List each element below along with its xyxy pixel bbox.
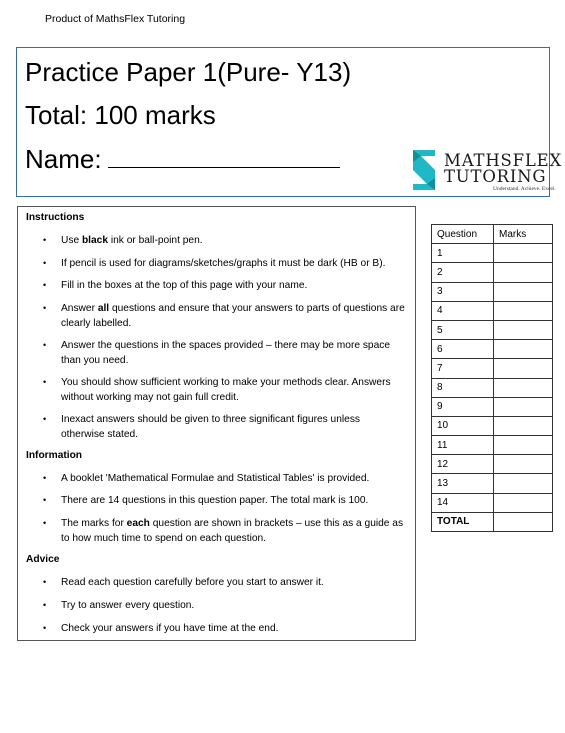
- marks-cell[interactable]: [494, 340, 553, 359]
- item-text: Read each question carefully before you start to answer it.: [61, 577, 324, 588]
- marks-cell[interactable]: [494, 244, 553, 263]
- table-row: [432, 493, 553, 512]
- question-number-cell: 4: [432, 301, 494, 320]
- bullet-icon: •: [43, 495, 47, 505]
- table-row: [432, 340, 553, 359]
- instruction-item: [43, 233, 406, 248]
- advice-heading: Advice: [26, 554, 60, 565]
- bullet-icon: •: [43, 473, 47, 483]
- question-number-cell: 2: [432, 263, 494, 282]
- information-item: [43, 516, 406, 546]
- bullet-icon: •: [43, 577, 47, 587]
- table-row: [432, 436, 553, 455]
- item-text: Answer: [61, 303, 98, 314]
- bullet-icon: •: [43, 518, 47, 528]
- question-number-cell: 9: [432, 397, 494, 416]
- question-number-cell: 11: [432, 436, 494, 455]
- table-row: [432, 359, 553, 378]
- instructions-heading: Instructions: [26, 212, 85, 223]
- marks-cell[interactable]: [494, 512, 553, 531]
- total-row: [432, 512, 553, 531]
- table-row: [432, 455, 553, 474]
- table-row: [432, 282, 553, 301]
- bullet-icon: •: [43, 623, 47, 633]
- item-text: You should show sufficient working to make your methods clear. Answers without working may not gain full credit.: [61, 377, 391, 403]
- paper-title: Practice Paper 1(Pure- Y13): [25, 57, 352, 87]
- table-header-row: [432, 225, 553, 244]
- item-emphasis: each: [126, 518, 150, 529]
- marks-column-header: Marks: [494, 225, 553, 244]
- item-text: Fill in the boxes at the top of this page with your name.: [61, 280, 308, 291]
- item-text: Use: [61, 235, 82, 246]
- question-number-cell: 12: [432, 455, 494, 474]
- name-row: [25, 144, 340, 174]
- question-number-cell: 5: [432, 320, 494, 339]
- marks-cell[interactable]: [494, 474, 553, 493]
- logo-tagline: Understand. Achieve. Excel.: [493, 186, 556, 192]
- header-note: Product of MathsFlex Tutoring: [45, 13, 186, 25]
- item-text: If pencil is used for diagrams/sketches/graphs it must be dark (HB or B).: [61, 258, 386, 269]
- question-number-cell: 10: [432, 416, 494, 435]
- advice-item: [43, 621, 406, 636]
- bullet-icon: •: [43, 414, 47, 424]
- table-row: [432, 474, 553, 493]
- instruction-item: [43, 375, 406, 405]
- bullet-icon: •: [43, 377, 47, 387]
- advice-item: [43, 598, 406, 613]
- item-text: Check your answers if you have time at the end.: [61, 623, 279, 634]
- logo-name-line2: TUTORING: [444, 167, 547, 186]
- mathsflex-logo: [409, 148, 563, 194]
- name-field[interactable]: [108, 147, 340, 168]
- table-row: [432, 301, 553, 320]
- instructions-box: [17, 206, 416, 641]
- question-number-cell: 3: [432, 282, 494, 301]
- table-row: [432, 320, 553, 339]
- question-number-cell: 14: [432, 493, 494, 512]
- instruction-item: [43, 301, 406, 331]
- total-label-cell: TOTAL: [432, 512, 494, 531]
- information-heading: Information: [26, 450, 83, 461]
- marks-cell[interactable]: [494, 359, 553, 378]
- table-row: [432, 378, 553, 397]
- marks-cell[interactable]: [494, 263, 553, 282]
- item-text: Answer the questions in the spaces provided – there may be more space than you need.: [61, 340, 391, 366]
- mathsflex-s-logo-icon: [409, 148, 439, 192]
- question-number-cell: 1: [432, 244, 494, 263]
- question-number-cell: 6: [432, 340, 494, 359]
- table-row: [432, 263, 553, 282]
- marks-table: [431, 224, 553, 532]
- item-text: ink or ball-point pen.: [108, 235, 203, 246]
- marks-cell[interactable]: [494, 455, 553, 474]
- item-text: There are 14 questions in this question paper. The total mark is 100.: [61, 495, 369, 506]
- marks-cell[interactable]: [494, 378, 553, 397]
- item-text: The marks for: [61, 518, 127, 529]
- question-column-header: Question: [432, 225, 494, 244]
- item-emphasis: all: [97, 303, 110, 314]
- name-label: Name:: [25, 144, 102, 174]
- question-number-cell: 8: [432, 378, 494, 397]
- title-box: [16, 47, 563, 197]
- bullet-icon: •: [43, 280, 47, 290]
- bullet-icon: •: [43, 258, 47, 268]
- item-text: Try to answer every question.: [61, 600, 195, 611]
- bullet-icon: •: [43, 340, 47, 350]
- table-row: [432, 244, 553, 263]
- question-number-cell: 7: [432, 359, 494, 378]
- item-text: question are shown in brackets – use this as a guide as to how much time to spend on each question.: [61, 518, 404, 544]
- marks-cell[interactable]: [494, 320, 553, 339]
- marks-cell[interactable]: [494, 282, 553, 301]
- bullet-icon: •: [43, 303, 47, 313]
- marks-cell[interactable]: [494, 301, 553, 320]
- bullet-icon: •: [43, 235, 47, 245]
- instruction-item: [43, 256, 406, 271]
- marks-cell[interactable]: [494, 436, 553, 455]
- bullet-icon: •: [43, 600, 47, 610]
- item-text: Inexact answers should be given to three significant figures unless otherwise stated.: [61, 414, 361, 440]
- instruction-item: [43, 338, 406, 368]
- logo-name-line1: MATHSFLEX: [444, 151, 563, 170]
- information-item: [43, 471, 406, 486]
- instruction-item: [43, 278, 406, 293]
- question-number-cell: 13: [432, 474, 494, 493]
- instruction-item: [43, 412, 406, 442]
- item-text: questions and ensure that your answers to parts of questions are clearly labelled.: [61, 303, 405, 329]
- marks-cell[interactable]: [494, 493, 553, 512]
- table-row: [432, 397, 553, 416]
- item-emphasis: black: [81, 235, 109, 246]
- marks-cell[interactable]: [494, 397, 553, 416]
- item-text: A booklet 'Mathematical Formulae and Statistical Tables' is provided.: [61, 473, 370, 484]
- table-row: [432, 416, 553, 435]
- information-item: [43, 493, 406, 508]
- total-marks: Total: 100 marks: [25, 100, 216, 130]
- marks-cell[interactable]: [494, 416, 553, 435]
- advice-item: [43, 575, 406, 590]
